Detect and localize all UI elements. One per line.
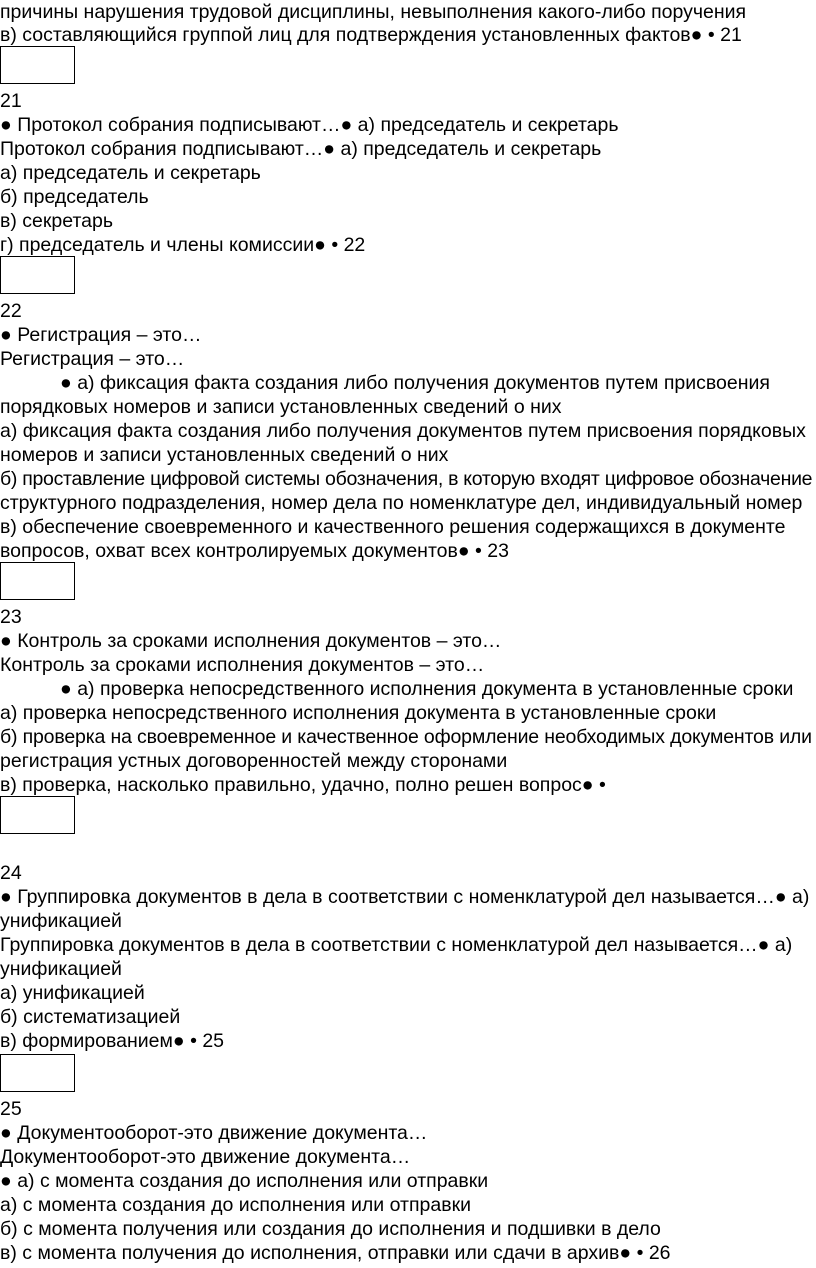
text-line: порядковых номеров и записи установленных сведений о них [0, 396, 562, 418]
text-line: вопросов, охват всех контролируемых документов● • 23 [0, 540, 509, 562]
question-25-option-b: б) с момента получения или создания до исполнения и подшивки в дело [0, 1218, 661, 1240]
question-number-24: 24 [0, 862, 22, 884]
answer-box-21[interactable] [0, 46, 75, 84]
answer-box-23[interactable] [0, 562, 75, 600]
question-23-answer-bullet: ● а) проверка непосредственного исполнения документа в установленные сроки [60, 678, 794, 700]
question-25-text: Документооборот-это движение документа… [0, 1146, 411, 1168]
answer-box-25[interactable] [0, 1054, 75, 1092]
text-line: номеров и записи установленных сведений о них [0, 444, 449, 466]
question-21-option-b: б) председатель [0, 186, 149, 208]
question-25-option-c: в) с момента получения до исполнения, отправки или сдачи в архив● • 26 [0, 1242, 671, 1264]
text-line: структурного подразделения, номер дела по номенклатуре дел, индивидуальный номер [0, 492, 803, 514]
question-23-option-b: б) проверка на своевременное и качественное оформление необходимых документов или [0, 726, 812, 748]
question-23-option-a: а) проверка непосредственного исполнения документа в установленные сроки [0, 702, 717, 724]
text-line: регистрация устных договоренностей между сторонами [0, 750, 508, 772]
answer-box-24[interactable] [0, 796, 75, 834]
text-line: причины нарушения трудовой дисциплины, невыполнения какого-либо поручения [0, 1, 747, 23]
question-22-bullet: ● Регистрация – это… [0, 324, 202, 346]
question-22-option-b: б) проставление цифровой системы обозначения, в которую входят цифровое обозначение [0, 468, 813, 490]
question-23-bullet: ● Контроль за сроками исполнения документов – это… [0, 630, 502, 652]
question-number-23: 23 [0, 606, 22, 628]
question-22-text: Регистрация – это… [0, 348, 185, 370]
question-24-option-c: в) формированием● • 25 [0, 1030, 225, 1052]
question-24-bullet: ● Группировка документов в дела в соответствии с номенклатурой дел называется…● а) [0, 886, 810, 908]
question-22-option-a: а) фиксация факта создания либо получения документов путем присвоения порядковых [0, 420, 806, 442]
question-25-option-a: а) с момента создания до исполнения или отправки [0, 1194, 471, 1216]
question-20-last-option: в) составляющийся группой лиц для подтверждения установленных фактов● • 21 [0, 24, 742, 46]
question-number-21: 21 [0, 90, 22, 112]
text-line: унификацией [0, 958, 122, 980]
question-24-option-b: б) систематизацией [0, 1006, 181, 1028]
question-21-option-c: в) секретарь [0, 210, 114, 232]
question-23-option-c: в) проверка, насколько правильно, удачно, полно решен вопрос● • [0, 774, 606, 796]
question-21-option-d: г) председатель и члены комиссии● • 22 [0, 234, 366, 256]
question-21-bullet: ● Протокол собрания подписывают…● а) председатель и секретарь [0, 114, 619, 136]
question-21-option-a: а) председатель и секретарь [0, 162, 261, 184]
answer-box-22[interactable] [0, 256, 75, 294]
question-25-bullet: ● Документооборот-это движение документа… [0, 1122, 428, 1144]
question-24-text: Группировка документов в дела в соответствии с номенклатурой дел называется…● а) [0, 934, 793, 956]
question-24-option-a: а) унификацией [0, 982, 145, 1004]
question-22-option-c: в) обеспечение своевременного и качественного решения содержащихся в документе [0, 516, 786, 538]
question-22-answer-bullet: ● а) фиксация факта создания либо получения документов путем присвоения [60, 372, 770, 394]
question-21-text: Протокол собрания подписывают…● а) председатель и секретарь [0, 138, 602, 160]
question-number-22: 22 [0, 300, 22, 322]
text-line: унификацией [0, 910, 122, 932]
question-25-answer-bullet: ● а) с момента создания до исполнения или отправки [0, 1170, 489, 1192]
question-23-text: Контроль за сроками исполнения документов – это… [0, 654, 485, 676]
question-number-25: 25 [0, 1098, 22, 1120]
